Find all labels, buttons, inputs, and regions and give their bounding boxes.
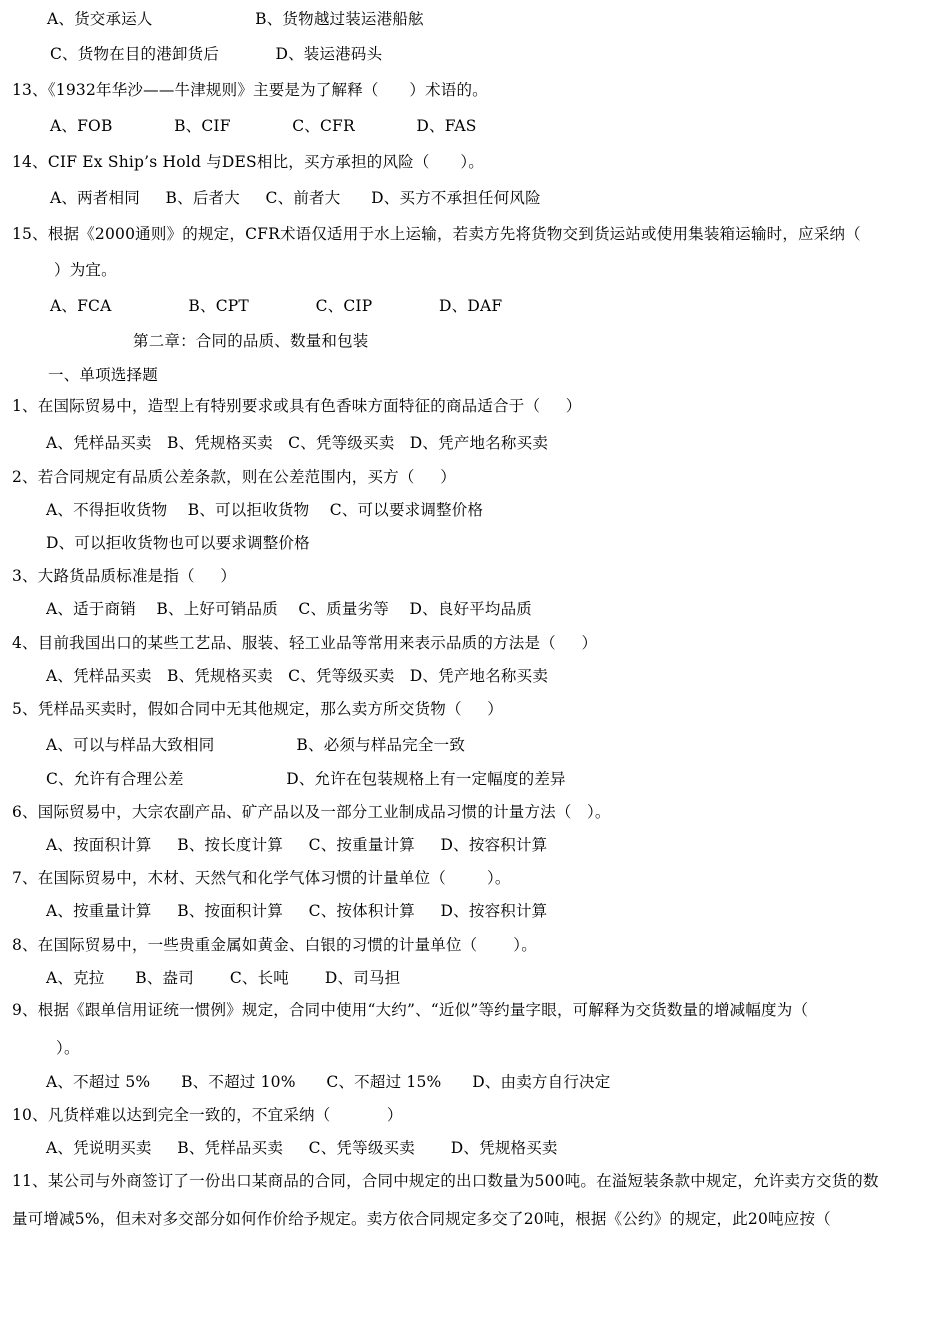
q12-options-row2: C、货物在目的港卸货后 D、装运港码头 — [50, 45, 383, 63]
ch2-q9-options: A、不超过 5% B、不超过 10% C、不超过 15% D、由卖方自行决定 — [46, 1073, 611, 1091]
q15-options: A、FCA B、CPT C、CIP D、DAF — [50, 297, 503, 315]
ch2-q3-question: 3、大路货品质标准是指（ ） — [12, 567, 237, 585]
q13-question: 13、《1932年华沙——牛津规则》主要是为了解释（ ）术语的。 — [12, 81, 488, 99]
q14-question: 14、CIF Ex Ship’s Hold 与DES相比，买方承担的风险（ ）。 — [12, 153, 484, 171]
ch2-q9-question-cont: ）。 — [56, 1039, 80, 1057]
ch2-q8-options: A、克拉 B、盎司 C、长吨 D、司马担 — [46, 969, 401, 987]
ch2-q2-options-row1: A、不得拒收货物 B、可以拒收货物 C、可以要求调整价格 — [46, 501, 484, 519]
q15-question: 15、根据《2000通则》的规定，CFR术语仅适用于水上运输，若卖方先将货物交到货运站或使用集装箱运输时，应采纳（ — [12, 225, 861, 243]
ch2-q11-question-cont: 量可增减5%，但未对多交部分如何作价给予规定。卖方依合同规定多交了20吨，根据《公约》的规定，此20吨应按（ — [12, 1210, 831, 1228]
section-heading: 一、单项选择题 — [48, 366, 158, 384]
ch2-q8-question: 8、在国际贸易中，一些贵重金属如黄金、白银的习惯的计量单位（ ）。 — [12, 936, 537, 954]
ch2-q4-options: A、凭样品买卖 B、凭规格买卖 C、凭等级买卖 D、凭产地名称买卖 — [46, 667, 549, 685]
chapter-heading: 第二章：合同的品质、数量和包装 — [133, 332, 369, 350]
ch2-q3-options: A、适于商销 B、上好可销品质 C、质量劣等 D、良好平均品质 — [46, 600, 532, 618]
ch2-q2-options-row2: D、可以拒收货物也可以要求调整价格 — [46, 534, 310, 552]
ch2-q11-question: 11、某公司与外商签订了一份出口某商品的合同，合同中规定的出口数量为500吨。在溢短装条款中规定，允许卖方交货的数 — [12, 1172, 879, 1190]
ch2-q10-question: 10、凡货样难以达到完全一致的，不宜采纳（ ） — [12, 1106, 403, 1124]
ch2-q9-question: 9、根据《跟单信用证统一惯例》规定，合同中使用“大约”、“近似”等约量字眼，可解释为交货数量的增减幅度为（ — [12, 1001, 809, 1019]
ch2-q5-options-row2: C、允许有合理公差 D、允许在包装规格上有一定幅度的差异 — [46, 770, 566, 788]
ch2-q5-question: 5、凭样品买卖时，假如合同中无其他规定，那么卖方所交货物（ ） — [12, 700, 503, 718]
q15-question-cont: ）为宜。 — [54, 261, 117, 279]
q13-options: A、FOB B、CIF C、CFR D、FAS — [50, 117, 477, 135]
q12-options-row1: A、货交承运人 B、货物越过装运港船舷 — [47, 10, 424, 28]
ch2-q7-options: A、按重量计算 B、按面积计算 C、按体积计算 D、按容积计算 — [46, 902, 548, 920]
ch2-q5-options-row1: A、可以与样品大致相同 B、必须与样品完全一致 — [46, 736, 466, 754]
ch2-q1-question: 1、在国际贸易中，造型上有特别要求或具有色香味方面特征的商品适合于（ ） — [12, 397, 582, 415]
ch2-q4-question: 4、目前我国出口的某些工艺品、服装、轻工业品等常用来表示品质的方法是（ ） — [12, 634, 598, 652]
ch2-q6-options: A、按面积计算 B、按长度计算 C、按重量计算 D、按容积计算 — [46, 836, 548, 854]
ch2-q10-options: A、凭说明买卖 B、凭样品买卖 C、凭等级买卖 D、凭规格买卖 — [46, 1139, 558, 1157]
q14-options: A、两者相同 B、后者大 C、前者大 D、买方不承担任何风险 — [50, 189, 541, 207]
ch2-q6-question: 6、国际贸易中，大宗农副产品、矿产品以及一部分工业制成品习惯的计量方法（ ）。 — [12, 803, 611, 821]
ch2-q2-question: 2、若合同规定有品质公差条款，则在公差范围内，买方（ ） — [12, 468, 456, 486]
ch2-q7-question: 7、在国际贸易中，木材、天然气和化学气体习惯的计量单位（ ）。 — [12, 869, 511, 887]
ch2-q1-options: A、凭样品买卖 B、凭规格买卖 C、凭等级买卖 D、凭产地名称买卖 — [46, 434, 549, 452]
